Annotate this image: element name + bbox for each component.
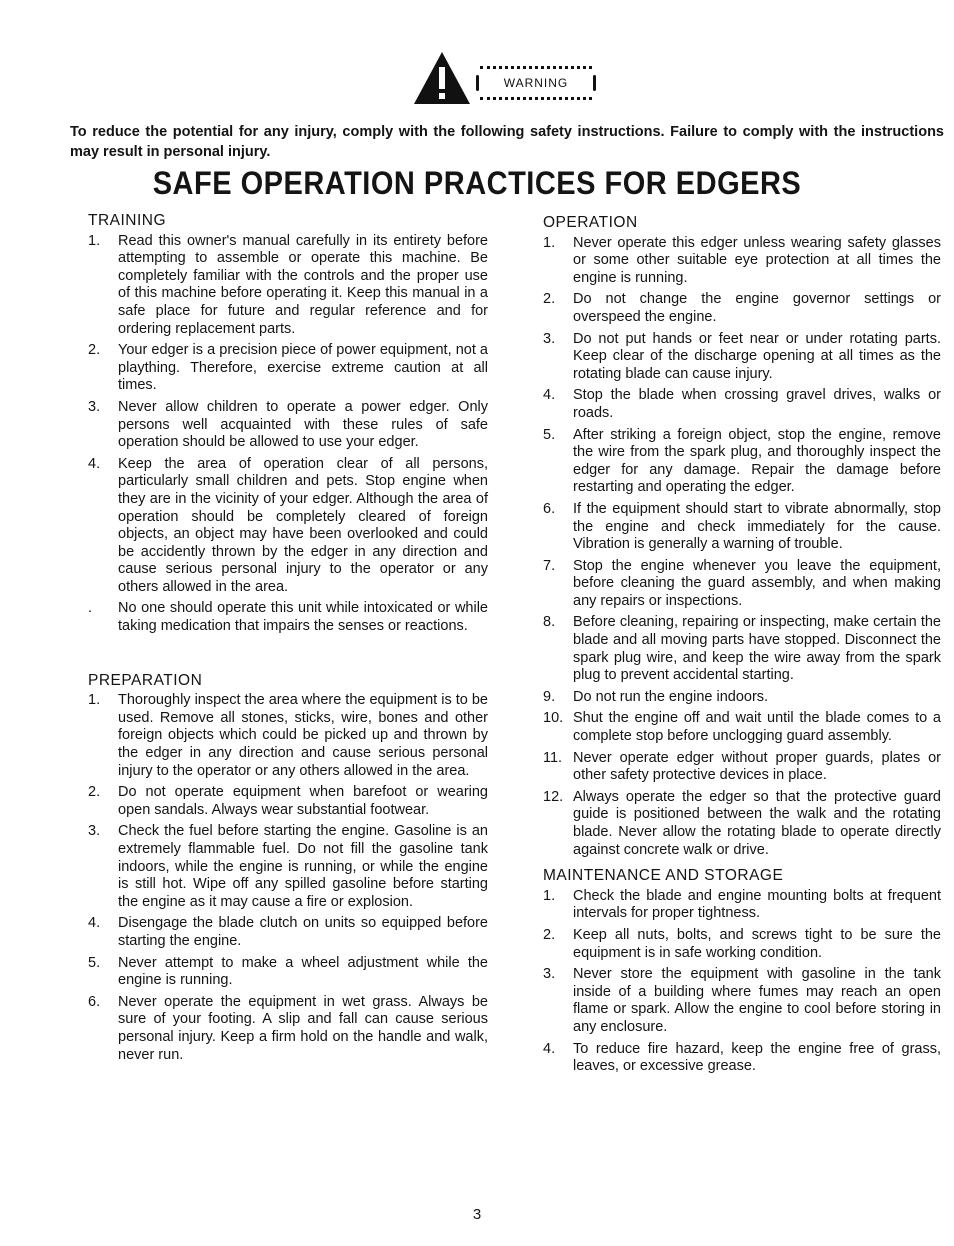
item-number: 5. bbox=[88, 954, 101, 971]
item-text: Do not change the engine governor settings or overspeed the engine. bbox=[573, 291, 941, 325]
list-item bbox=[88, 915, 488, 950]
item-number: 7. bbox=[543, 557, 556, 574]
item-text: To reduce fire hazard, keep the engine free of grass, leaves, or excessive grease. bbox=[573, 1040, 941, 1075]
training-heading: TRAINING bbox=[88, 212, 167, 229]
item-number: 1. bbox=[88, 232, 101, 249]
item-number: 12. bbox=[543, 788, 564, 805]
operation-section bbox=[543, 214, 941, 859]
list-item bbox=[88, 784, 488, 819]
maintenance-section bbox=[543, 867, 941, 1076]
item-number: 4. bbox=[543, 387, 556, 404]
list-item bbox=[543, 750, 941, 785]
item-number: 9. bbox=[543, 688, 556, 705]
item-text: After striking a foreign object, stop the engine, remove the wire from the spark plug, and thoroughly inspect the edger for any damage. Repair the damage before restarting and operating the edger. bbox=[573, 426, 941, 496]
item-text: Do not put hands or feet near or under rotating parts. Keep clear of the discharge opening at all times as the rotating blade can cause injury. bbox=[573, 330, 941, 382]
item-number: 1. bbox=[88, 692, 101, 709]
list-item bbox=[543, 558, 941, 611]
item-text: Never store the equipment with gasoline in the tank inside of a building where fumes may reach an open flame or spark. Allow the engine to cool before storing in any enclosure. bbox=[573, 966, 941, 1035]
item-text: Before cleaning, repairing or inspecting, make certain the blade and all moving parts have stopped. Disconnect the spark plug wire, and keep the wire away from the spark plug to prevent accidental starting. bbox=[573, 614, 941, 684]
warning-triangle-icon bbox=[412, 50, 472, 106]
list-item bbox=[543, 614, 941, 684]
item-text: Keep the area of operation clear of all persons, particularly small children and pets. Stop engine when they are in the vicinity of your edger. Although the area of operation should be completely cleared of foreign objects, an object may have been overlooked and could be accidently thrown by the edger in any direction and cause serious personal injury to the operator or any others allowed in the area. bbox=[118, 455, 488, 595]
list-item bbox=[543, 1041, 941, 1076]
list-item bbox=[543, 427, 941, 497]
operation-heading: OPERATION bbox=[543, 214, 638, 231]
list-item bbox=[543, 331, 941, 384]
list-item bbox=[543, 927, 941, 962]
list-item bbox=[88, 823, 488, 911]
item-text: Thoroughly inspect the area where the equipment is to be used. Remove all stones, sticks, wire, bones and other foreign objects which could be picked up and thrown by the edger in any direction and cause serious personal injury to the operator or any others allowed in the area. bbox=[118, 692, 488, 779]
item-text: Never attempt to make a wheel adjustment while the engine is running. bbox=[118, 954, 488, 989]
preparation-list bbox=[88, 692, 488, 1064]
item-number: 4. bbox=[88, 455, 101, 472]
list-item bbox=[543, 291, 941, 326]
list-item bbox=[543, 888, 941, 923]
warning-label: WARNING bbox=[503, 76, 569, 90]
training-list bbox=[88, 233, 488, 636]
list-item bbox=[88, 692, 488, 780]
left-column bbox=[88, 212, 488, 1068]
item-number: 4. bbox=[88, 915, 101, 932]
item-text: Check the blade and engine mounting bolts at frequent intervals for proper tightness. bbox=[573, 887, 941, 922]
item-text: Never operate this edger unless wearing safety glasses or some other suitable eye protection at all times the engine is running. bbox=[573, 234, 941, 286]
operation-list bbox=[543, 235, 941, 860]
item-number: 10. bbox=[543, 710, 564, 727]
item-number: 4. bbox=[543, 1040, 556, 1057]
item-number: 3. bbox=[543, 966, 556, 983]
item-text: Your edger is a precision piece of power equipment, not a plaything. Therefore, exercise extreme caution at all times. bbox=[118, 342, 488, 394]
item-text: Check the fuel before starting the engine. Gasoline is an extremely flammable fuel. Do not fill the gasoline tank indoors, while the engine is running, or while the engine is still hot. Wipe off any spilled gasoline before starting the engine as it may cause a fire or explosion. bbox=[118, 823, 488, 910]
item-number: 1. bbox=[543, 234, 556, 251]
item-text: Stop the engine whenever you leave the equipment, before cleaning the guard assembly, and when making any repairs or inspections. bbox=[573, 557, 941, 609]
item-text: Stop the blade when crossing gravel drives, walks or roads. bbox=[573, 387, 941, 421]
list-item bbox=[543, 689, 941, 707]
item-text: Shut the engine off and wait until the blade comes to a complete stop before unclogging guard assembly. bbox=[573, 710, 941, 745]
item-number: 8. bbox=[543, 614, 556, 631]
item-text: Keep all nuts, bolts, and screws tight to be sure the equipment is in safe working condition. bbox=[573, 926, 941, 961]
item-text: No one should operate this unit while intoxicated or while taking medication that impairs the senses or reactions. bbox=[118, 600, 488, 635]
list-item bbox=[88, 233, 488, 339]
item-number: 11. bbox=[543, 749, 563, 766]
item-text: Never operate the equipment in wet grass. Always be sure of your footing. A slip and fall can cause serious personal injury. Keep a firm hold on the handle and walk, never run. bbox=[118, 993, 488, 1063]
item-number: 5. bbox=[543, 426, 556, 443]
item-number: 2. bbox=[88, 342, 101, 359]
item-number: 6. bbox=[88, 993, 101, 1010]
maintenance-heading: MAINTENANCE AND STORAGE bbox=[543, 867, 784, 885]
list-item bbox=[88, 399, 488, 452]
item-text: Always operate the edger so that the protective guard guide is positioned between the walk and the rotating blade. Never allow the rotating blade to operate directly against concrete walk or drive. bbox=[573, 788, 941, 858]
list-item bbox=[543, 387, 941, 422]
intro-text: To reduce the potential for any injury, comply with the following safety instructions. Failure to comply with the instructions may result in personal injury. bbox=[70, 124, 944, 160]
item-number: 6. bbox=[543, 500, 556, 517]
list-item bbox=[88, 456, 488, 597]
item-number: 3. bbox=[88, 398, 101, 415]
list-item bbox=[88, 955, 488, 990]
preparation-heading: PREPARATION bbox=[88, 671, 203, 689]
list-item bbox=[543, 789, 941, 859]
page-number: 3 bbox=[472, 1206, 482, 1223]
list-item bbox=[88, 600, 488, 635]
warning-header bbox=[412, 50, 602, 106]
list-item bbox=[543, 501, 941, 554]
page-title: SAFE OPERATION PRACTICES FOR EDGERS bbox=[152, 166, 802, 202]
list-item bbox=[543, 235, 941, 288]
item-text: Never allow children to operate a power edger. Only persons well acquainted with these rules of safe operation should be allowed to use your edger. bbox=[118, 398, 488, 451]
item-number: 1. bbox=[543, 887, 556, 904]
item-text: Never operate edger without proper guards, plates or other safety protective devices in place. bbox=[573, 749, 941, 784]
item-text: Do not operate equipment when barefoot or wearing open sandals. Always wear substantial footwear. bbox=[118, 784, 488, 818]
item-text: Do not run the engine indoors. bbox=[573, 688, 769, 705]
item-number: 3. bbox=[88, 823, 101, 840]
list-item bbox=[543, 710, 941, 745]
item-number: 2. bbox=[543, 291, 556, 308]
item-number: 3. bbox=[543, 330, 556, 347]
preparation-section bbox=[88, 672, 488, 1064]
list-item bbox=[543, 966, 941, 1036]
item-text: Disengage the blade clutch on units so equipped before starting the engine. bbox=[118, 915, 488, 949]
maintenance-list bbox=[543, 888, 941, 1076]
item-number: 2. bbox=[543, 926, 556, 943]
warning-badge bbox=[480, 66, 592, 100]
list-item bbox=[88, 342, 488, 395]
item-number: . bbox=[88, 600, 93, 617]
list-item bbox=[88, 994, 488, 1064]
training-section bbox=[88, 212, 488, 636]
item-text: If the equipment should start to vibrate abnormally, stop the engine and check immediately for the cause. Vibration is generally a warning of trouble. bbox=[573, 500, 941, 553]
item-text: Read this owner's manual carefully in its entirety before attempting to assemble or operate this machine. Be completely familiar with the controls and the proper use of this machine before operating it. Keep this manual in a safe place for future and regular reference and for ordering replacement parts. bbox=[118, 232, 488, 337]
right-column bbox=[543, 214, 941, 1080]
item-number: 2. bbox=[88, 784, 101, 801]
